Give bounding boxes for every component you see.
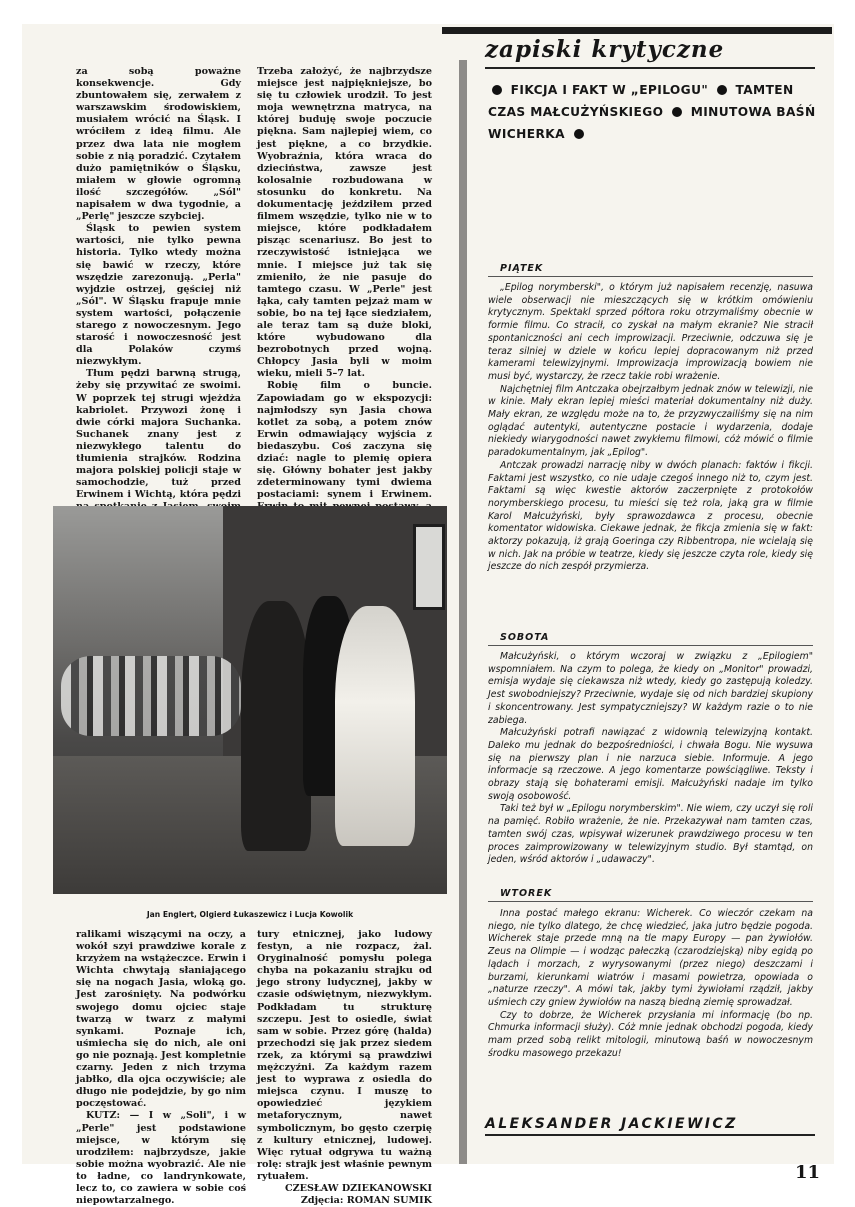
author-signature: CZESŁAW DZIEKANOWSKI — [285, 1182, 432, 1194]
paragraph: Najchętniej film Antczaka obejrzałbym jednak znów w telewizji, nie w kinie. Mały ekran lepiej mieści materiał dokumentalny niż duży. Mały ekran, ze względu może na to, że przyzwyczailiśmy się na nim oglądać autentyki, autentyczne postacie i wydarzenia, dodaje niekiedy wiarygodności nawet zwykłemu filmowi, cóż mówić o filmie paradokumentalnym, jak „Epilog". — [488, 383, 813, 459]
day-rule — [488, 276, 813, 277]
day-label-wtorek: WTOREK — [500, 888, 553, 899]
page-number: 11 — [795, 1162, 821, 1183]
paragraph: KUTZ: — I w „Soli", i w „Perle" jest podstawione miejsce, w którym się urodziłem: najbrzydsze, jakie sobie można wyobrazić. Ale nie to ładne, co landrynkowate, lecz to, co zawiera w sobie coś niepowtarzalnego. — [76, 1110, 246, 1207]
top-rule — [442, 27, 832, 34]
paragraph: Małcużyński potrafi nawiązać z widownią telewizyjną kontakt. Daleko mu jednak do bezpośredniości, i chwała Bogu. Nie wysuwa się na pierwszy plan i nie narzuca siebie. Informuje. A jego informacje są rzeczowe. A jego komentarze powściągliwe. Teksty i obrazy stają się bohaterami emisji. Małcużyński nadaje im tylko swoją osobowość. — [488, 727, 813, 802]
paragraph: Robię film o buncie. Zapowiadam go w ekspozycji: najmłodszy syn Jasia chowa kotlet za sobą, a potem znów Erwin odmawiający wyjścia z biedaszybu. Coś zaczyna się dziać: nagle to plemię opiera się. Główny bohater jest jakby zdeterminowany tymi dwiema postaciami: synem i Erwinem. — [257, 380, 432, 501]
piatek-text — [488, 282, 813, 574]
paragraph: tury etnicznej, jako ludowy festyn, a nie rozpacz, żal. Oryginalność pomysłu polega chyba na pokazaniu strajku od jego strony ludycznej, jakby w czasie odświętnym, niezwykłym. Podkładam tu strukturę szczepu. Jest to osiedle, świat sam w sobie. Przez górę (halda) przechodzi się jak przez siedem rzek, za którymi są prawdziwi mężczyźni. Za każdym razem jest to wyprawa z osiedla do miejsca czynu. I muszę to opowiedzieć językiem metaforycznym, nawet symbolicznym, bo gęsto czerpię z kultury etnicznej, ludowej. Więc rytuał odgrywa tu ważną rolę: strajk jest właśnie pewnym rytuałem. — [257, 929, 432, 1182]
paragraph: Śląsk to pewien system wartości, nie tylko pewna historia. Tylko wtedy można się bawić w rzeczy, które wszędzie zarezonują. „Perla" wyjdzie ostrzej, gęściej niż „Sól". W Śląsku frapuje mnie system wartości, połączenie starego z nowoczesnym. Jego starość i nowoczesność jest dla Polaków czymś niezwykłym. — [76, 223, 241, 368]
bullet-icon — [717, 85, 727, 95]
day-rule — [488, 645, 813, 646]
paragraph: Taki też był w „Epilogu norymberskim". Nie wiem, czy uczył się roli na pamięć. Robiło wrażenie, że nie. Przekazywał nam tamten czas, tamten swój czas, wpisywał wizerunek prawdziwego procesu w ten proces zaimprowizowany w telewizyjnym studio. Był stamtąd, on jeden, wśród aktorów i „udawaczy". — [488, 803, 813, 866]
headline-item: MINUTOWA BAŚŃ WICHERKA — [488, 105, 816, 141]
headline-item: TAMTEN CZAS MAŁCUŻYŃSKIEGO — [488, 83, 794, 119]
photo-figure-man — [241, 601, 311, 851]
bullet-icon — [492, 85, 502, 95]
column-headline — [488, 79, 816, 145]
day-label-sobota: SOBOTA — [500, 632, 550, 643]
photo-credit: Zdjęcia: ROMAN SUMIK — [300, 1195, 432, 1207]
day-rule — [488, 901, 813, 902]
paragraph: Trzeba założyć, że najbrzydsze miejsce jest najpiękniejsze, bo się tu człowiek urodził. To jest moja wewnętrzna matryca, na której buduję swoje poczucie piękna. Sam najlepiej wiem, co jest piękne, a co brzydkie. Wyobraźnia, która wraca do dzieciństwa, zawsze jest kolosalnie rozbudowana w stosunku do konkretu. Na dokumentację jeździłem przed filmem wszędzie, tylko nie w to miejsce, które podkładałem pisząc scenariusz. Bo jest to rzeczywistość istniejąca we mnie. I miejsce już tak się zmieniło, że nie pasuje do tamtego czasu. W „Perle" jest łąka, cały tamten pejzaż mam w sobie, bo na tej łące siedziałem, ale teraz tam są duże bloki, które wybudowano dla bezrobotnych przed wojną. Chłopcy Jasia byli w moim wieku, mieli 5–7 lat. — [257, 66, 432, 380]
photo-crowd — [61, 656, 241, 736]
article-column-3 — [76, 929, 246, 1207]
column-author: ALEKSANDER JACKIEWICZ — [485, 1116, 738, 1132]
headline-item: FIKCJA I FAKT W „EPILOGU" — [510, 83, 709, 97]
author-rule — [485, 1134, 815, 1136]
article-column-2 — [257, 66, 432, 501]
paragraph: Tłum pędzi barwną strugą, żeby się przywitać ze swoimi. W poprzek tej strugi wjeżdża kabriolet. Przywozi żonę i dwie córki majora Suchanka. Suchanek znany jest z niezwykłego talentu do tłumienia strajków. Rodzina majora polskiej policji staje w samochodzie, tuż przed Erwinem i Wichtą, która pędzi — [76, 368, 241, 501]
paragraph: „Epilog norymberski", o którym już napisałem recenzję, nasuwa wiele obserwacji nie mieszczących się w krótkim omówieniu krytycznym. Spektakl sprzed półtora roku otrzymaliśmy obecnie w formie filmu. Co stracił, co zyskał na małym ekranie? Nie stracił spontaniczności ani cech improwizacji. Przeciwnie, odczuwa się je teraz silniej w dziele w końcu lepiej dopracowanym niż przed kamerami telewizyjnymi. Improwizacja improwizacją bowiem nie musi być, wystarczy, że rzecz takie robi wrażenie. — [488, 282, 813, 382]
paragraph: Antczak prowadzi narrację niby w dwóch planach: faktów i fikcji. Faktami jest wszystko, co nie udaje czegoś innego niż to, czym jest. Faktami są więc kwestie aktorów zaczerpnięte z protokołów norymberskiego procesu, tu mieści się też rola, jaką gra w filmie Karol Małcużyński, były sprawozdawca z procesu, obecnie komentator widowiska. Ciekawe jednak, że fikcja zmienia się w fakt: aktorzy pokazują, iż grają Goeringa czy Ribbentropa, nie wcielają się w nich. Jak na próbie w teatrze, kiedy się jeszcze czyta role, kiedy się jeszcze do nich zespół przymierza. — [488, 459, 813, 573]
wtorek-text — [488, 908, 813, 1060]
paragraph: ralikami wiszącymi na oczy, a wokół szyi prawdziwe korale z krzyżem na wstążeczce. Erwin i Wichta chwytają słaniającego się na nogach Jasia, wloką go. Jest zarośnięty. Na podwórku swojego domu ojciec staje twarzą w twarz z małymi synkami. Poznaje ich, uśmiecha się do nich, ale oni go nie poznają. Jest kompletnie czarny. Jeden z nich trzyma jabłko, dla ojca oczywiście; ale długo nie podejdzie, by go nim poczęstować. — [76, 929, 246, 1110]
bullet-icon — [574, 129, 584, 139]
paragraph: Czy to dobrze, że Wicherek przysłania mi informację (bo np. Chmurka informacji służy). Cóż mnie jednak obchodzi pogoda, kiedy mam przed sobą relikt mitologii, minutową baśń w nowoczesnym środku masowego przekazu! — [488, 1009, 813, 1059]
article-column-4 — [257, 929, 432, 1207]
column-divider — [459, 60, 467, 1164]
paragraph: Inna postać małego ekranu: Wicherek. Co wieczór czekam na niego, nie tylko dlatego, że chcę wiedzieć, jaka jutro będzie pogoda. Wicherek staje przede mną na tle mapy Europy — pan żywiołów. Zeus na Olimpie — i wodząc pałeczką (czarodziejską) niby egidą po lądach i morzach, z wyrysowanymi (przez niego) deszczami i burzami, kierunkami wiatrów i masami powietrza, opowiada o „naturze rzeczy". A mówi tak, jakby tymi żywiołami rządził, jakby uśmiech czy gniew żywiołów na naszą biedną ziemię sprowadzał. — [488, 908, 813, 1008]
magazine-page — [22, 24, 834, 1207]
paragraph: Małcużyński, o którym wczoraj w związku z „Epilogiem" wspomniałem. Na czym to polega, że kiedy on „Monitor" prowadzi, emisja wydaje się ciekawsza niż wtedy, kiedy go zastępują koledzy. Jest swobodniejszy? Przeciwnie, wydaje się od nich bardziej skupiony i skoncentrowany. Jest sympatyczniejszy? W każdym razie o to nie zabiega. — [488, 651, 813, 726]
article-column-1 — [76, 66, 241, 501]
day-label-piatek: PIĄTEK — [500, 263, 544, 274]
photo-caption: Jan Englert, Olgierd Łukaszewicz i Lucja Kowolik — [146, 910, 354, 919]
sobota-text — [488, 651, 813, 867]
rubric-rule — [485, 67, 815, 69]
rubric-title: zapiski krytyczne — [485, 36, 725, 63]
photo-window — [413, 524, 445, 610]
film-still-photo — [53, 506, 447, 894]
bullet-icon — [672, 107, 682, 117]
paragraph: za sobą poważne konsekwencje. Gdy zbuntowałem się, zerwałem z warszawskim środowiskiem, musiałem wrócić na Śląsk. I wróciłem z ideą filmu. Ale przez dwa lata nie mogłem sobie z nią poradzić. Czytałem dużo pamiętników o Śląsku, miałem w głowie ogromną ilość szczegółów. „Sól" napisałem w dwa tygodnie, a „Perlę" jeszcze szybciej. — [76, 66, 241, 223]
photo-figure-woman — [335, 606, 415, 846]
